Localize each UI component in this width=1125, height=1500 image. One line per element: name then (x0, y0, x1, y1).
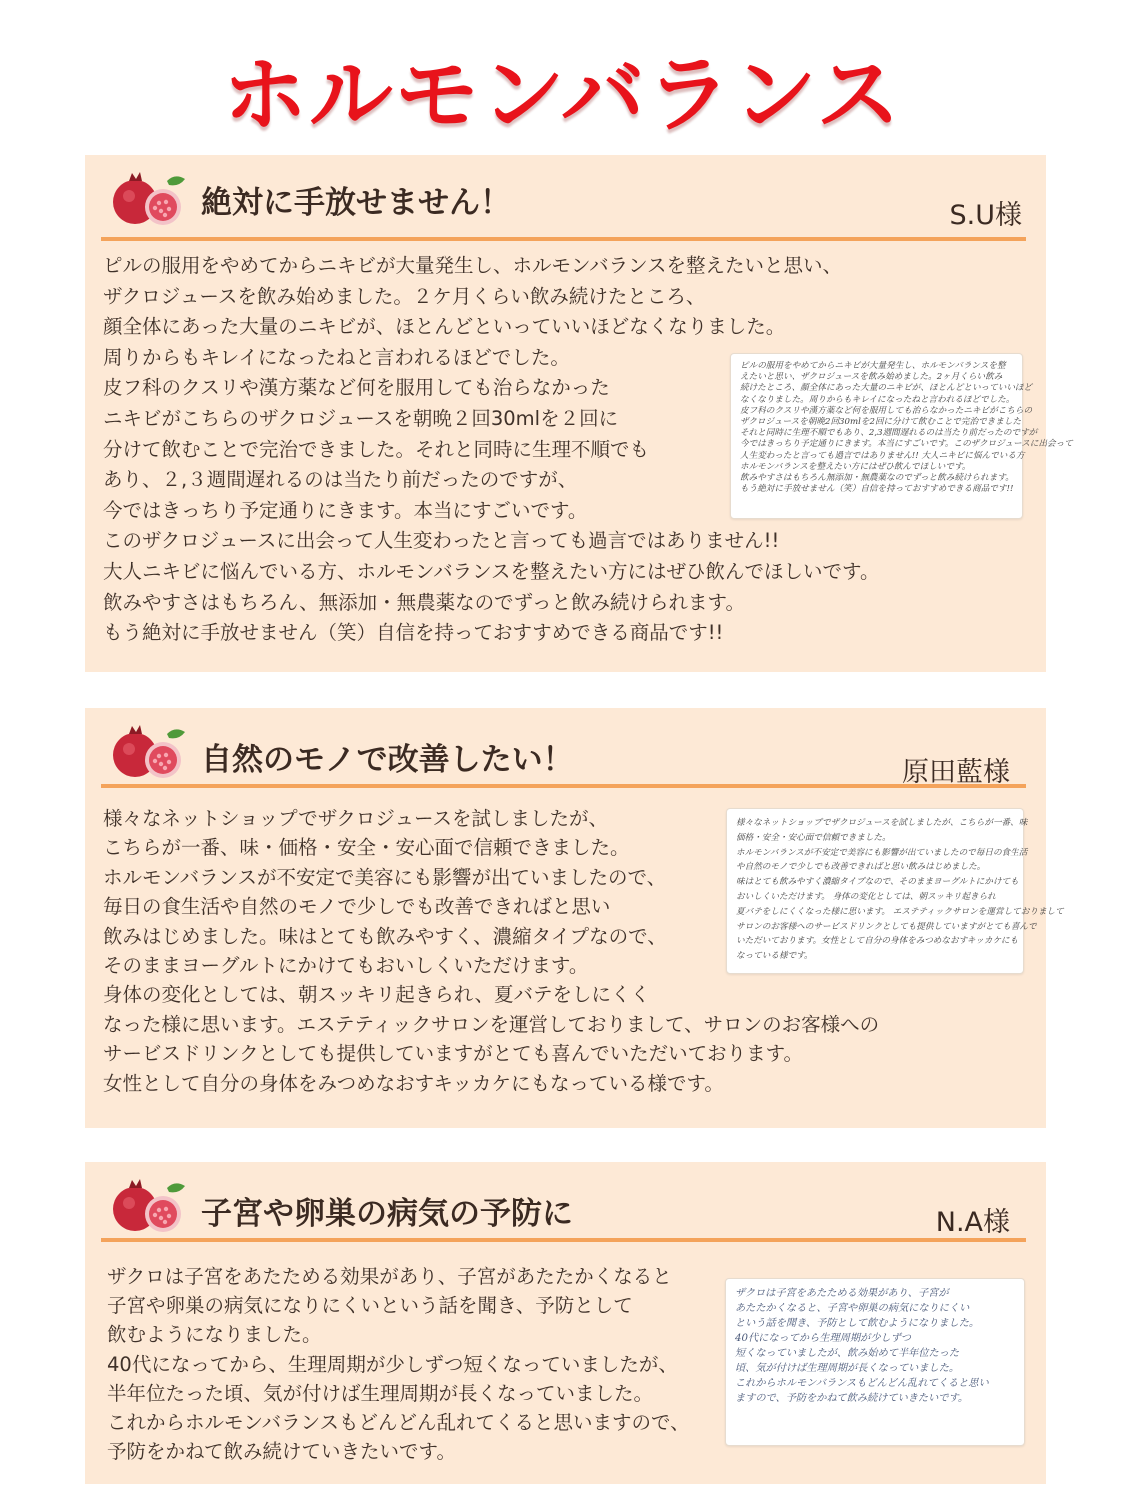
handwritten-note (726, 808, 1064, 974)
body-line: 周りからもキレイになったねと言われるほどでした。 (103, 345, 570, 369)
note-line: いただいております。女性として自分の身体をみつめなおすキッカケにも (736, 936, 1019, 947)
card-header (101, 1162, 1026, 1242)
body-line: ザクロジュースを飲み始めました。２ケ月くらい飲み続けたところ、 (103, 284, 706, 308)
body-line: そのままヨーグルトにかけてもおいしくいただけます。 (103, 954, 589, 978)
note-line: ザクロは子宮をあたためる効果があり、子宮が (735, 1288, 949, 1299)
note-line: サロンのお客様へのサービスドリンクとしても提供していますがとても喜んで (736, 921, 1037, 932)
note-line: ますので、予防をかねて飲み続けていきたいです。 (735, 1393, 969, 1404)
note-line: 価格・安全・安心面で信頼できました。 (736, 832, 891, 843)
note-line: 今ではきっちり予定通りにきます。本当にすごいです。このザクロジュースに出会って (740, 439, 1073, 450)
note-line: それと同時に生理不順でもあり、2,3週間遅れるのは当たり前だったのですが (740, 428, 1038, 439)
card-author: N.A様 (935, 1207, 1010, 1238)
body-line: ニキビがこちらのザクロジュースを朝晩２回30mlを２回に (103, 406, 619, 430)
body-line: こちらが一番、味・価格・安全・安心面で信頼できました。 (103, 836, 630, 860)
note-line: 続けたところ、顔全体にあった大量のニキビが、ほとんどといっていいほど (740, 383, 1033, 394)
body-line: 半年位たった頃、気が付けば生理周期が長くなっていました。 (107, 1381, 654, 1405)
body-line: 皮フ科のクスリや漢方薬など何を服用しても治らなかった (103, 376, 610, 400)
body-line: サービスドリンクとしても提供していますがとても喜んでいただいております。 (103, 1042, 804, 1066)
page-title: ホルモンバランス (222, 46, 903, 144)
pomegranate-icon (109, 722, 191, 780)
pomegranate-icon (109, 169, 191, 227)
body-line: 今ではきっちり予定通りにきます。本当にすごいです。 (103, 498, 588, 522)
card-header (101, 155, 1026, 241)
body-line: ピルの服用をやめてからニキビが大量発生し、ホルモンバランスを整えたいと思い、 (103, 254, 843, 277)
pomegranate-icon (109, 1176, 191, 1234)
note-line: ホルモンバランスが不安定で美容にも影響が出ていましたので毎日の食生活 (736, 847, 1028, 858)
note-line: 味はとても飲みやすく濃縮タイプなので、そのままヨーグルトにかけても (736, 877, 1019, 888)
card-author: S.U様 (949, 200, 1022, 231)
body-line: ホルモンバランスが不安定で美容にも影響が出ていましたので、 (103, 865, 667, 889)
note-line: えたいと思い、ザクロジュースを飲み始めました。2ヶ月くらい飲み (740, 372, 1003, 383)
note-line: 飲みやすさはもちろん無添加・無農薬なのでずっと飲み続けられます。 (740, 473, 1014, 484)
note-line: 様々なネットショップでザクロジュースを試しましたが、こちらが一番、味 (736, 818, 1028, 828)
note-line: という話を聞き、予防として飲むようになりました。 (735, 1318, 980, 1329)
body-line: これからホルモンバランスもどんどん乱れてくると思いますので、 (107, 1411, 690, 1435)
note-line: 皮フ科のクスリや漢方薬など何を服用しても治らなかったニキビがこちらの (740, 405, 1033, 416)
body-line: 40代になってから、生理周期が少しずつ短くなっていましたが、 (107, 1352, 678, 1376)
note-line: 夏バテをしにくくなった様に思います。 エステティックサロンを運営しておりまして (736, 906, 1064, 917)
body-line: もう絶対に手放せません（笑）自信を持っておすすめできる商品です!! (103, 621, 724, 645)
note-line: なくなりました。周りからもキレイになったねと言われるほどでした。 (740, 394, 1015, 405)
handwritten-note (730, 353, 1073, 519)
note-line: 人生変わったと言っても過言ではありません!! 大人ニキビに悩んでいる方 (740, 450, 1025, 461)
testimonial-card (85, 708, 1064, 1128)
note-line: あたたかくなると、子宮や卵巣の病気になりにくい (735, 1303, 970, 1314)
card-header (101, 708, 1026, 788)
body-line: 身体の変化としては、朝スッキリ起きられ、夏バテをしにくく (103, 983, 650, 1007)
body-line: 毎日の食生活や自然のモノで少しでも改善できればと思い (103, 895, 611, 919)
note-line: もう絶対に手放せません（笑）自信を持っておすすめできる商品です!! (740, 484, 1014, 495)
note-line: ホルモンバランスを整えたい方にはぜひ飲んでほしいです。 (740, 461, 971, 472)
note-line: 40代になってから生理周期が少しずつ (735, 1333, 911, 1344)
body-line: あり、２,３週間遅れるのは当たり前だったのですが、 (103, 468, 578, 492)
body-line: ザクロは子宮をあたためる効果があり、子宮があたたかくなると (107, 1265, 672, 1288)
note-line: 頃、気が付けば生理周期が長くなっていました。 (735, 1363, 960, 1374)
body-line: 分けて飲むことで完治できました。それと同時に生理不順でも (103, 437, 650, 461)
note-line: 短くなっていましたが、飲み始めて半年位たった (735, 1348, 960, 1359)
body-line: 女性として自分の身体をみつめなおすキッカケにもなっている様です。 (103, 1071, 724, 1095)
body-line: 様々なネットショップでザクロジュースを試しましたが、 (103, 807, 609, 830)
body-line: 飲むようになりました。 (107, 1323, 322, 1347)
body-line: 飲みはじめました。味はとても飲みやすく、濃縮タイプなので、 (103, 924, 667, 948)
card-title: 子宮や卵巣の病気の予防に (201, 1196, 573, 1232)
body-line: なった様に思います。エステティックサロンを運営しておりまして、サロンのお客様への (103, 1012, 880, 1036)
body-line: 予防をかねて飲み続けていきたいです。 (107, 1440, 456, 1464)
body-line: 飲みやすさはもちろん、無添加・無農薬なのでずっと飲み続けられます。 (103, 590, 745, 614)
body-line: 子宮や卵巣の病気になりにくいという話を聞き、予防として (107, 1294, 633, 1318)
note-line: おいしくいただけます。 身体の変化としては、朝スッキリ起きられ (736, 891, 996, 902)
note-line: ザクロジュースを朝晩2回30mlを2回に分けて飲むことで完治できました (740, 417, 1022, 428)
note-line: ピルの服用をやめてからニキビが大量発生し、ホルモンバランスを整 (740, 361, 1006, 371)
testimonial-card (85, 1162, 1046, 1484)
note-line: これからホルモンバランスもどんどん乱れてくると思い (735, 1378, 989, 1389)
note-line: なっている様です。 (736, 951, 813, 962)
body-line: 顔全体にあった大量のニキビが、ほとんどといっていいほどなくなりました。 (103, 315, 786, 339)
body-line: このザクロジュースに出会って人生変わったと言っても過言ではありません!! (103, 529, 780, 553)
testimonial-card (85, 155, 1073, 672)
card-author: 原田藍様 (902, 757, 1010, 788)
body-line: 大人ニキビに悩んでいる方、ホルモンバランスを整えたい方にはぜひ飲んでほしいです。 (103, 559, 880, 583)
note-line: や自然のモノで少しでも改善できればと思い飲みはじめました。 (736, 862, 986, 873)
handwritten-note (725, 1278, 1025, 1446)
card-title: 自然のモノで改善したい！ (201, 742, 574, 778)
card-title: 絶対に手放せません！ (201, 185, 511, 221)
